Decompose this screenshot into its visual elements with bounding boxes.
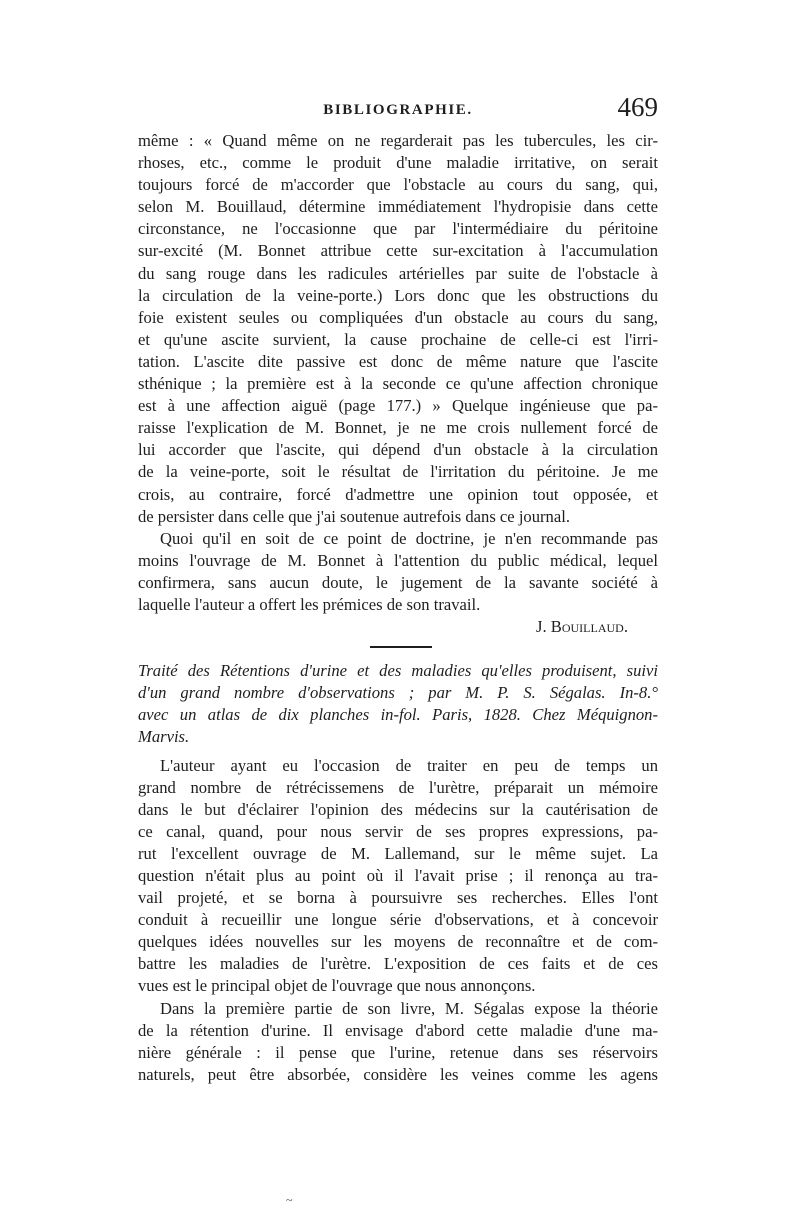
- text-line: circonstance, ne l'occasionne que par l'intermédiaire du péritoine: [138, 219, 658, 239]
- text-line: Dans la première partie de son livre, M. Ségalas expose la théorie: [160, 998, 658, 1018]
- text-line: de la rétention d'urine. Il envisage d'abord cette maladie d'une ma-: [138, 1020, 658, 1040]
- section-divider: [138, 638, 658, 660]
- text-line: rut l'excellent ouvrage de M. Lallemand, sur le même sujet. La: [138, 843, 658, 863]
- text-line: question n'était plus au point où il l'avait prise ; il renonça au tra-: [138, 866, 658, 885]
- text-line: quelques idées nouvelles sur les moyens de reconnaître et de com-: [138, 932, 658, 952]
- text-line: battre les maladies de l'urètre. L'exposition de ces faits et de ces: [138, 954, 658, 974]
- review1-paragraph-2: [138, 528, 658, 638]
- text-line: confirmera, sans aucun doute, le jugement de la savante société à: [138, 572, 658, 592]
- text-line: selon M. Bouillaud, détermine immédiatement l'hydropisie dans cette: [138, 197, 658, 217]
- text-line: sur-excité (M. Bonnet attribue cette sur-excitation à l'accumulation: [138, 241, 658, 261]
- text-line: grand nombre de rétrécissemens de l'urètre, préparait un mémoire: [138, 777, 658, 797]
- review2-paragraph-2: [138, 998, 658, 1086]
- text-line: nière générale : il pense que l'urine, retenue dans ses réservoirs: [138, 1042, 658, 1062]
- text-line: laquelle l'auteur a offert les prémices de son travail.: [138, 594, 481, 614]
- text-line: ce canal, quand, pour nous servir de ses propres expressions, pa-: [138, 821, 658, 841]
- text-line: et qu'une ascite survient, la cause prochaine de celle-ci est l'irri-: [138, 329, 658, 349]
- review2-book-title: [138, 660, 658, 748]
- text-line: moins l'ouvrage de M. Bonnet à l'attention du public médical, lequel: [138, 550, 658, 570]
- text-line: rhoses, etc., comme le produit d'une maladie irritative, on serait: [138, 153, 658, 173]
- text-line: foie existent seules ou compliquées d'un obstacle au cours du sang,: [138, 307, 658, 327]
- title-line: Traité des Rétentions d'urine et des maladies qu'elles produisent, suivi: [138, 661, 658, 681]
- text-line: de persister dans celle que j'ai soutenue autrefois dans ce journal.: [138, 506, 570, 526]
- text-line: de la veine-porte, soit le résultat de l'irritation du péritoine. Je me: [138, 462, 658, 482]
- text-line: tation. L'ascite dite passive est donc de même nature que l'ascite: [138, 351, 658, 371]
- divider-rule: [370, 646, 432, 648]
- text-line: est à une affection aiguë (page 177.) » Quelque ingénieuse que pa-: [138, 396, 658, 416]
- title-line: Marvis.: [138, 727, 190, 747]
- text-line: du sang rouge dans les radicules artérielles par suite de l'obstacle à: [138, 263, 658, 283]
- text-line: naturels, peut être absorbée, considère les veines comme les agens: [138, 1064, 658, 1084]
- title-line: avec un atlas de dix planches in-fol. Paris, 1828. Chez Méquignon-: [138, 705, 658, 725]
- text-line: lui accorder que l'ascite, qui dépend d'un obstacle à la circulation: [138, 440, 658, 460]
- text-line: la circulation de la veine-porte.) Lors donc que les obstructions du: [138, 285, 658, 305]
- page-number: 469: [617, 92, 658, 122]
- text-line: toujours forcé de m'accorder que l'obstacle au cours du sang, qui,: [138, 175, 658, 195]
- text-line: même : « Quand même on ne regarderait pas les tubercules, les cir-: [138, 131, 658, 150]
- text-line: Quoi qu'il en soit de ce point de doctrine, je n'en recommande pas: [160, 528, 658, 548]
- running-title: BIBLIOGRAPHIE.: [323, 102, 473, 118]
- body-text: [138, 130, 658, 1086]
- text-line: raisse l'explication de M. Bonnet, je ne me crois nullement forcé de: [138, 418, 658, 438]
- text-line: L'auteur ayant eu l'occasion de traiter en peu de temps un: [160, 755, 658, 775]
- text-line: crois, au contraire, forcé d'admettre une opinion tout opposée, et: [138, 484, 658, 504]
- title-line: d'un grand nombre d'observations ; par M. P. S. Ségalas. In-8.°: [138, 683, 658, 703]
- text-line: conduit à recueillir une longue série d'observations, et à concevoir: [138, 910, 658, 930]
- text-line: sthénique ; la première est à la seconde ce qu'une affection chronique: [138, 374, 658, 394]
- text-line: vues est le principal objet de l'ouvrage que nous annonçons.: [138, 976, 536, 996]
- author-signature: J. Bouillaud.: [536, 617, 628, 637]
- review2-paragraph-1: [138, 755, 658, 998]
- text-line: dans le but d'éclairer l'opinion des médecins sur la cautérisation de: [138, 799, 658, 819]
- print-mark: ~: [286, 1193, 293, 1207]
- text-line: vail projeté, et se borna à poursuivre ses recherches. Elles l'ont: [138, 888, 658, 908]
- review1-paragraph-1: [138, 130, 658, 528]
